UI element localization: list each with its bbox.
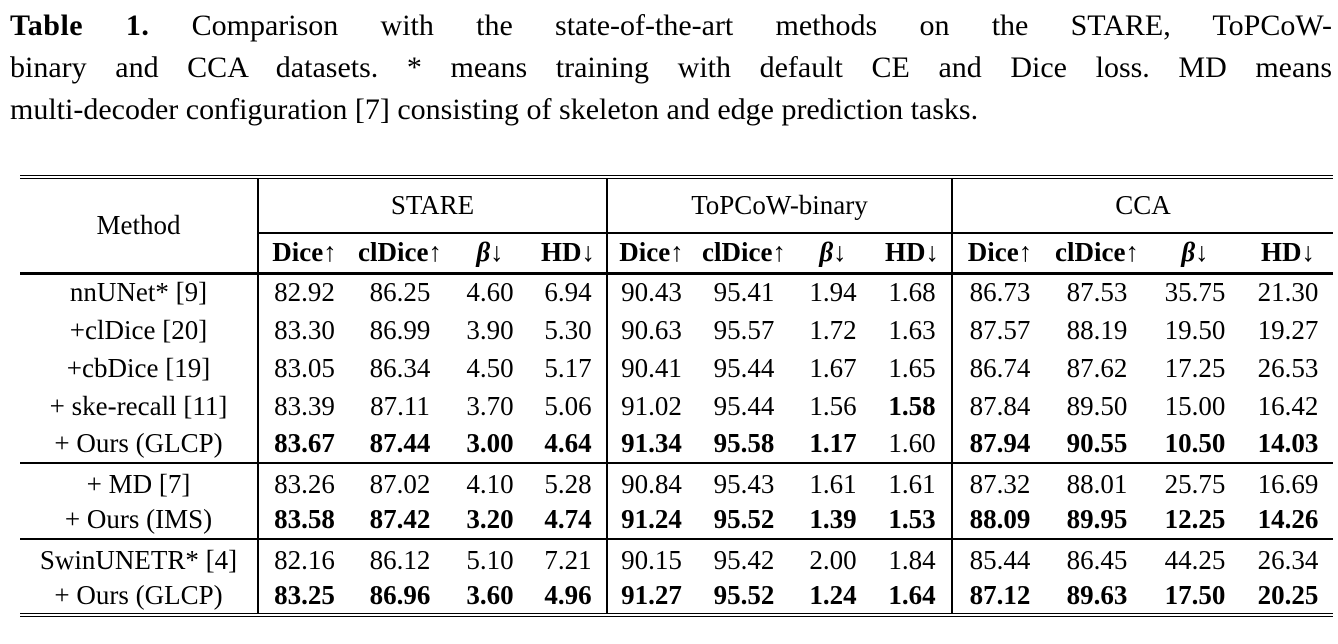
value-cell: 87.42 [369, 504, 431, 534]
value-cell: 95.44 [713, 390, 775, 421]
table-row [20, 501, 1333, 539]
method-cell: + ske-recall [11] [49, 390, 228, 421]
value-cell: 3.90 [466, 314, 514, 345]
value-cell: 2.00 [793, 539, 873, 577]
results-table [20, 175, 1333, 617]
value-cell: 95.52 [713, 504, 775, 534]
value-cell: 88.19 [1066, 314, 1128, 345]
method-cell: + Ours (GLCP) [54, 428, 223, 458]
value-cell: 1.24 [809, 579, 857, 610]
metric-header-topcow-beta: β↓ [793, 233, 873, 273]
value-cell: 86.45 [1047, 539, 1147, 577]
value-cell: 4.50 [466, 352, 514, 383]
value-cell: 90.55 [1066, 428, 1128, 458]
value-cell: 87.11 [370, 390, 430, 421]
value-cell: 95.43 [695, 463, 793, 501]
value-cell: 82.92 [258, 273, 350, 311]
table-row [20, 577, 1333, 615]
caption-label: Table 1. [10, 9, 150, 42]
value-cell: 5.17 [544, 352, 592, 383]
method-cell: nnUNet* [9] [69, 277, 208, 308]
value-cell: 82.16 [258, 539, 350, 577]
value-cell: 1.64 [888, 579, 936, 610]
value-cell: 5.06 [544, 390, 592, 421]
value-cell: 1.61 [793, 463, 873, 501]
value-cell: 3.20 [466, 504, 514, 534]
value-cell: 1.72 [809, 314, 857, 345]
value-cell: 87.44 [369, 428, 431, 458]
group-header-cca: CCA [952, 177, 1333, 233]
value-cell: 91.27 [607, 577, 695, 615]
value-cell: 87.94 [952, 425, 1047, 463]
value-cell: 7.21 [530, 539, 607, 577]
value-cell: 1.61 [873, 463, 952, 501]
value-cell: 4.64 [544, 428, 592, 458]
value-cell: 86.73 [952, 273, 1047, 311]
value-cell: 91.02 [607, 387, 695, 425]
value-cell: 14.26 [1257, 504, 1319, 534]
table-row [20, 539, 1333, 577]
value-cell: 95.41 [713, 277, 775, 308]
value-cell: 25.75 [1147, 463, 1243, 501]
value-cell: 83.05 [258, 349, 350, 387]
value-cell: 89.50 [1066, 390, 1128, 421]
value-cell: 26.34 [1243, 539, 1333, 577]
method-cell: SwinUNETR* [4] [20, 539, 258, 577]
value-cell: 88.09 [952, 501, 1047, 539]
value-cell: 12.25 [1164, 504, 1226, 534]
value-cell: 4.74 [544, 504, 592, 534]
value-cell: 10.50 [1164, 428, 1226, 458]
value-cell: 1.68 [888, 277, 936, 308]
value-cell: 20.25 [1257, 579, 1319, 610]
value-cell: 35.75 [1164, 277, 1226, 308]
value-cell: 95.42 [695, 539, 793, 577]
value-cell: 4.10 [450, 463, 530, 501]
value-cell: 1.53 [888, 504, 936, 534]
metric-header-cca-hd: HD↓ [1243, 233, 1333, 273]
value-cell: 87.12 [952, 577, 1047, 615]
value-cell: 86.12 [350, 539, 450, 577]
value-cell: 14.03 [1257, 428, 1319, 458]
value-cell: 86.96 [369, 579, 431, 610]
method-cell: +clDice [20] [69, 314, 208, 345]
value-cell: 86.74 [952, 349, 1047, 387]
group-header-stare: STARE [258, 177, 607, 233]
value-cell: 1.17 [809, 428, 857, 458]
value-cell: 95.52 [713, 579, 775, 610]
value-cell: 95.44 [713, 352, 775, 383]
value-cell: 6.94 [544, 277, 592, 308]
column-header-method: Method [20, 177, 258, 273]
method-cell: + Ours (GLCP) [54, 579, 223, 610]
value-cell: 90.15 [607, 539, 695, 577]
group-header-row [20, 177, 1333, 233]
value-cell: 44.25 [1147, 539, 1243, 577]
table-caption [10, 5, 1332, 131]
metric-header-stare-hd: HD↓ [530, 233, 607, 273]
value-cell: 95.58 [713, 428, 775, 458]
value-cell: 16.69 [1243, 463, 1333, 501]
value-cell: 87.57 [952, 311, 1047, 349]
value-cell: 4.60 [466, 277, 514, 308]
value-cell: 1.67 [809, 352, 857, 383]
value-cell: 89.95 [1066, 504, 1128, 534]
value-cell: 16.42 [1257, 390, 1319, 421]
value-cell: 3.70 [466, 390, 514, 421]
table-row [20, 387, 1333, 425]
value-cell: 1.63 [888, 314, 936, 345]
value-cell: 85.44 [952, 539, 1047, 577]
value-cell: 1.84 [873, 539, 952, 577]
value-cell: 83.39 [258, 387, 350, 425]
value-cell: 17.50 [1164, 579, 1226, 610]
value-cell: 90.41 [607, 349, 695, 387]
metric-header-cca-dice: Dice↑ [952, 233, 1047, 273]
value-cell: 3.60 [466, 579, 514, 610]
value-cell: 88.01 [1047, 463, 1147, 501]
value-cell: 5.28 [530, 463, 607, 501]
value-cell: 15.00 [1164, 390, 1226, 421]
value-cell: 86.99 [369, 314, 431, 345]
caption-line-1 [10, 5, 1332, 47]
value-cell: 1.39 [809, 504, 857, 534]
table-row [20, 273, 1333, 311]
value-cell: 86.34 [369, 352, 431, 383]
value-cell: 21.30 [1257, 277, 1319, 308]
metric-header-cca-cldice: clDice↑ [1047, 233, 1147, 273]
caption-line-3: multi-decoder configuration [7] consisting of skeleton and edge prediction tasks. [10, 93, 979, 126]
table-row [20, 463, 1333, 501]
value-cell: 83.58 [258, 501, 350, 539]
value-cell: 17.25 [1164, 352, 1226, 383]
metric-header-topcow-cldice: clDice↑ [695, 233, 793, 273]
metric-header-cca-beta: β↓ [1147, 233, 1243, 273]
value-cell: 87.84 [952, 387, 1047, 425]
value-cell: 1.58 [888, 390, 936, 421]
value-cell: 83.30 [258, 311, 350, 349]
value-cell: 1.60 [888, 428, 936, 458]
value-cell: 87.53 [1066, 277, 1128, 308]
value-cell: 90.63 [607, 311, 695, 349]
value-cell: 4.96 [544, 579, 592, 610]
value-cell: 5.30 [544, 314, 592, 345]
value-cell: 87.32 [952, 463, 1047, 501]
value-cell: 86.25 [369, 277, 431, 308]
value-cell: 19.27 [1257, 314, 1319, 345]
value-cell: 83.67 [258, 425, 350, 463]
method-cell: + MD [7] [20, 463, 258, 501]
value-cell: 1.94 [809, 277, 857, 308]
metric-header-stare-dice: Dice↑ [258, 233, 350, 273]
caption-line-2: binary and CCA datasets. * means training with default CE and Dice loss. MD means [10, 51, 1332, 84]
value-cell: 89.63 [1066, 579, 1128, 610]
table-row [20, 349, 1333, 387]
value-cell: 87.02 [350, 463, 450, 501]
caption-text-1: Comparison with the state-of-the-art methods on the STARE, ToPCoW- [191, 9, 1333, 42]
value-cell: 26.53 [1257, 352, 1319, 383]
group-header-topcow-binary: ToPCoW-binary [607, 177, 952, 233]
metric-header-topcow-dice: Dice↑ [607, 233, 695, 273]
value-cell: 19.50 [1164, 314, 1226, 345]
method-cell: + Ours (IMS) [64, 504, 213, 534]
value-cell: 90.84 [607, 463, 695, 501]
value-cell: 3.00 [466, 428, 514, 458]
value-cell: 1.65 [888, 352, 936, 383]
method-cell: +cbDice [19] [66, 352, 211, 383]
metric-header-stare-cldice: clDice↑ [350, 233, 450, 273]
metric-header-stare-beta: β↓ [450, 233, 530, 273]
table-row [20, 311, 1333, 349]
value-cell: 83.26 [258, 463, 350, 501]
value-cell: 90.43 [607, 273, 695, 311]
value-cell: 91.24 [607, 501, 695, 539]
metric-header-topcow-hd: HD↓ [873, 233, 952, 273]
value-cell: 1.56 [809, 390, 857, 421]
value-cell: 83.25 [258, 577, 350, 615]
value-cell: 87.62 [1066, 352, 1128, 383]
value-cell: 91.34 [607, 425, 695, 463]
value-cell: 5.10 [450, 539, 530, 577]
value-cell: 95.57 [713, 314, 775, 345]
table-row [20, 425, 1333, 463]
